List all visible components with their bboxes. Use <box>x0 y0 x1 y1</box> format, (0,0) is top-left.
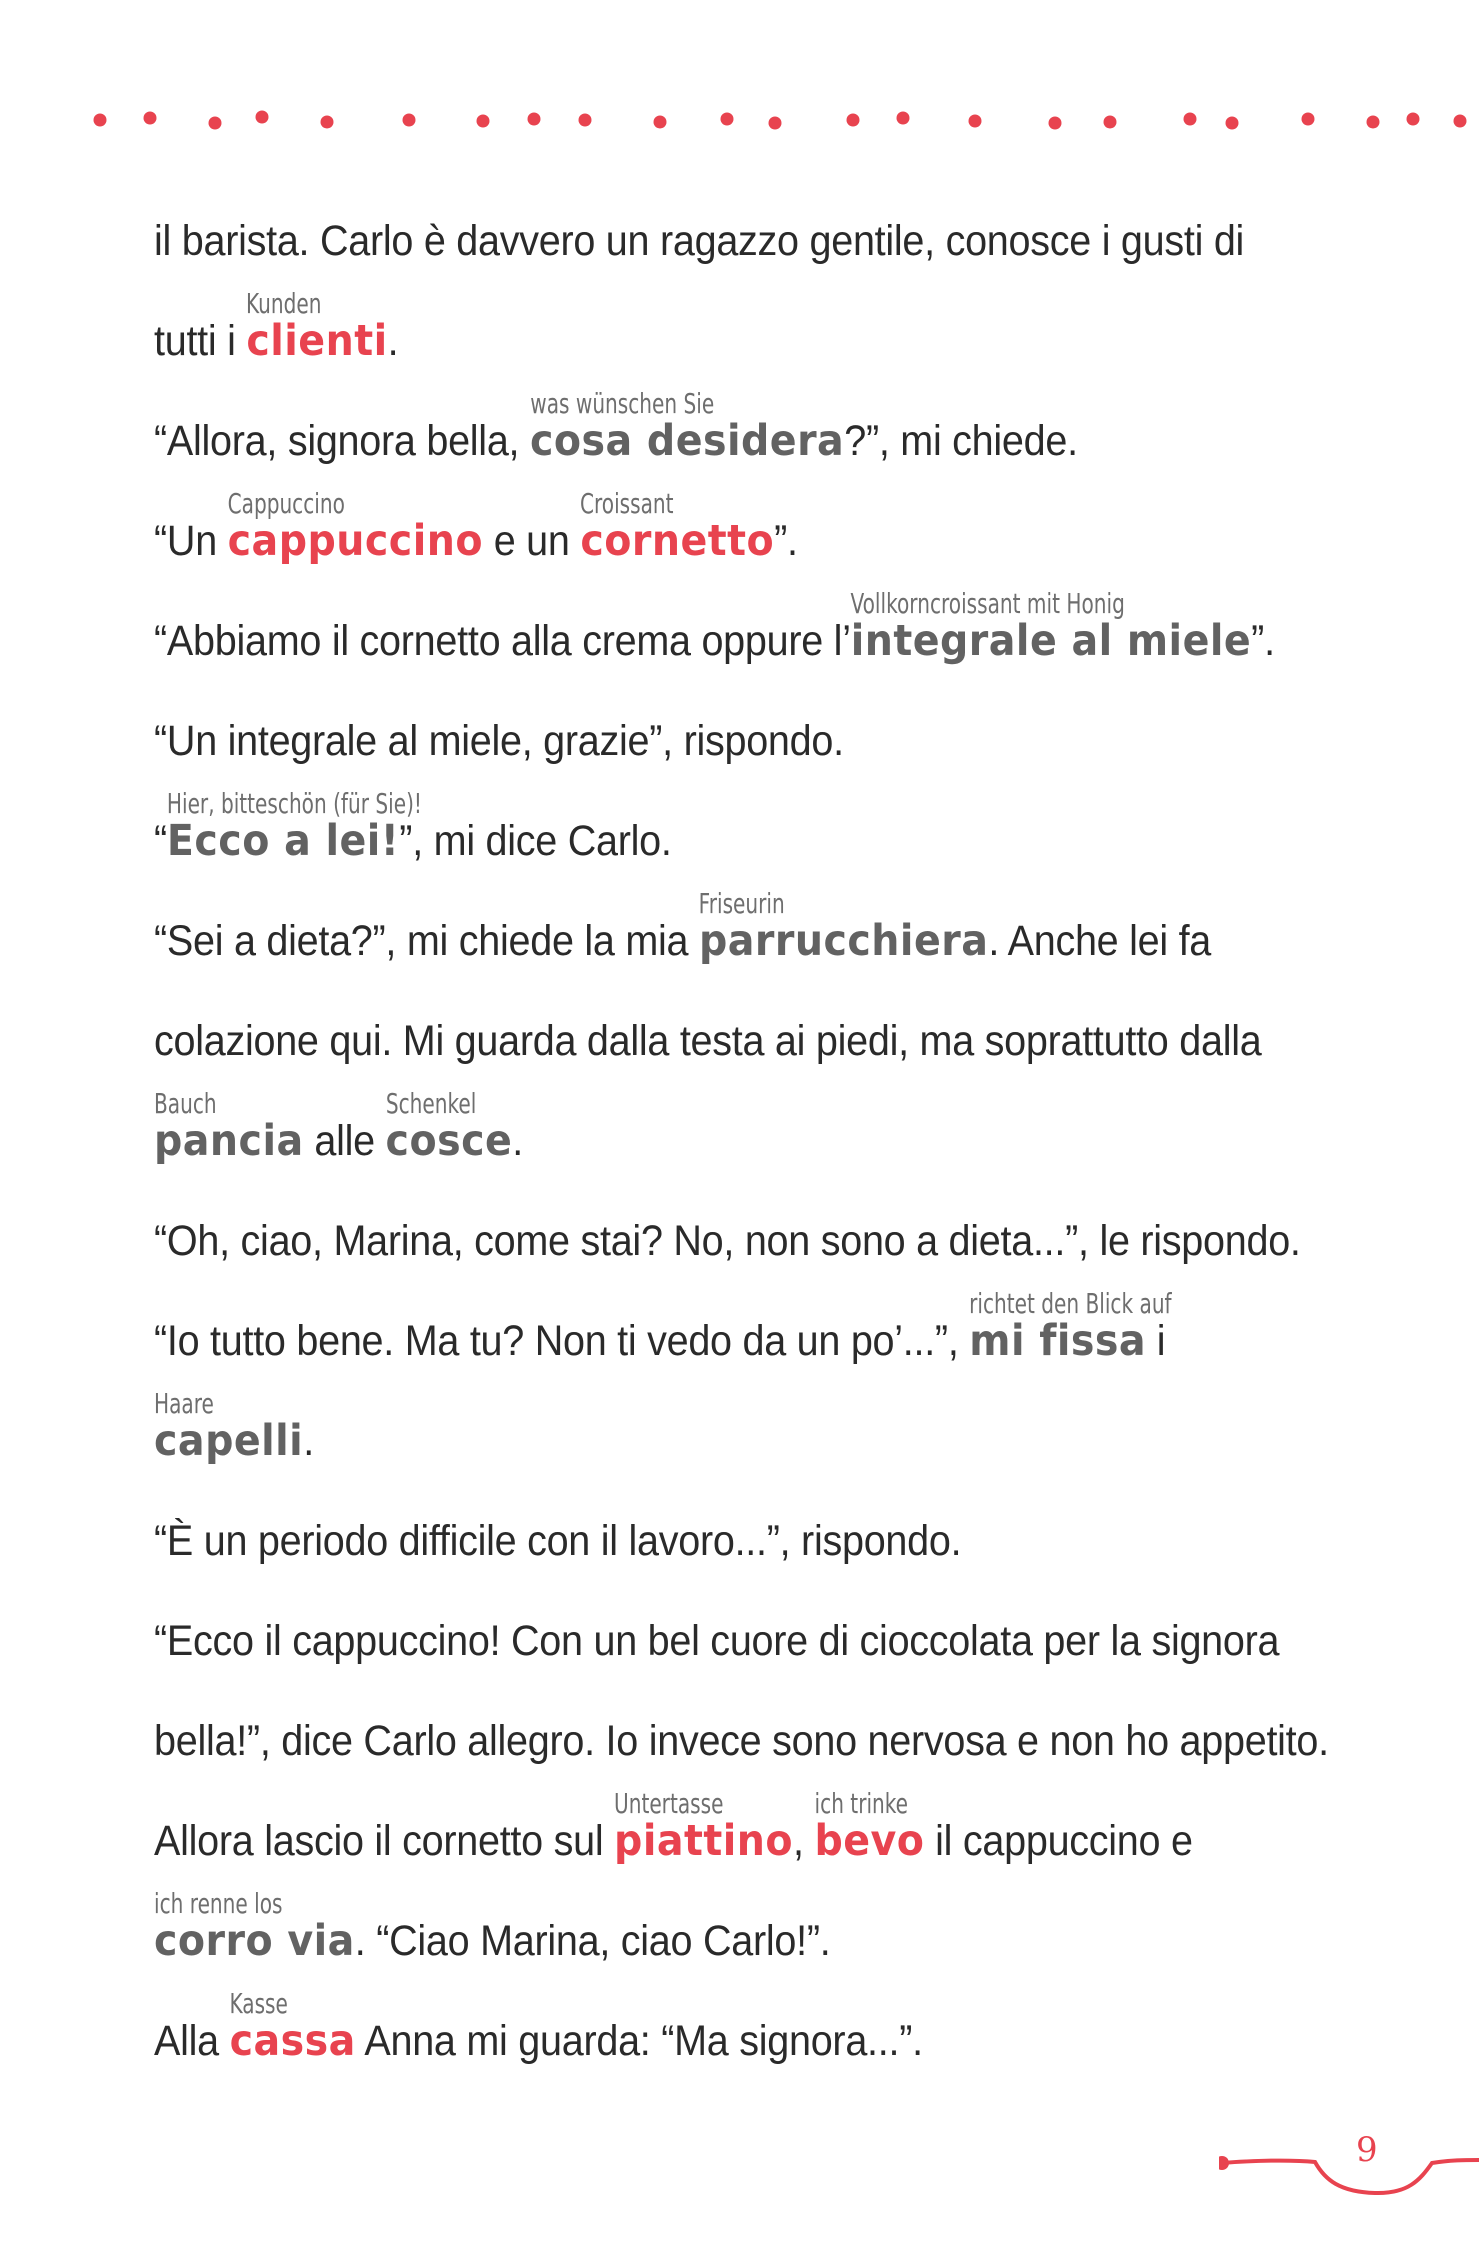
gloss-friseurin: Friseurin <box>698 887 786 920</box>
text-line-1: il barista. Carlo è davvero un ragazzo gentile, conosce i gusti di <box>154 217 1245 265</box>
border-dot <box>1302 113 1315 126</box>
gloss-schenkel: Schenkel <box>385 1087 477 1120</box>
border-dot <box>897 112 910 125</box>
text-line-6: “Un integrale al miele, grazie”, rispondo. <box>154 717 844 765</box>
border-dot <box>847 114 860 127</box>
border-dot <box>721 113 734 126</box>
gloss-kasse: Kasse <box>229 1987 289 2020</box>
keyword-capelli: capelli Haare <box>154 1387 304 1466</box>
keyword-cornetto: cornetto Croissant <box>580 487 775 566</box>
keyword-ecco-a-lei: Ecco a lei! Hier, bitteschön (für Sie)! <box>166 787 423 866</box>
text-line-16: bella!”, dice Carlo allegro. Io invece sono nervosa e non ho appetito. <box>154 1717 1329 1765</box>
border-dot <box>1407 113 1420 126</box>
text-line-18: corro via ich renne los . “Ciao Marina, ciao Carlo!”. <box>154 1887 831 1966</box>
text-line-11: “Oh, ciao, Marina, come stai? No, non sono a dieta...”, le rispondo. <box>154 1217 1301 1265</box>
gloss-bauch: Bauch <box>154 1087 217 1120</box>
border-dot <box>321 116 334 129</box>
keyword-mi-fissa: mi fissa richtet den Blick auf <box>969 1287 1172 1366</box>
keyword-pancia: pancia Bauch <box>154 1087 304 1166</box>
border-dot <box>969 115 982 128</box>
gloss-haare: Haare <box>154 1387 214 1420</box>
keyword-cappuccino: cappuccino Cappuccino <box>227 487 484 566</box>
keyword-integrale-al-miele: integrale al miele Vollkorncroissant mit Honig <box>850 587 1252 666</box>
border-dot <box>1184 113 1197 126</box>
gloss-ich-renne-los: ich renne los <box>154 1887 283 1920</box>
page-number-ornament <box>1219 2148 1479 2248</box>
gloss-ich-trinke: ich trinke <box>814 1787 908 1820</box>
text-line-9: colazione qui. Mi guarda dalla testa ai piedi, ma soprattutto dalla <box>154 1017 1262 1065</box>
border-dot <box>94 114 107 127</box>
keyword-bevo: bevo ich trinke <box>814 1787 925 1866</box>
border-dot <box>528 113 541 126</box>
gloss-was-wuenschen-sie: was wünschen Sie <box>529 387 714 420</box>
gloss-cappuccino: Cappuccino <box>227 487 345 520</box>
gloss-richtet-den-blick-auf: richtet den Blick auf <box>969 1287 1172 1320</box>
border-dot <box>477 115 490 128</box>
border-dot <box>654 116 667 129</box>
text-line-15: “Ecco il cappuccino! Con un bel cuore di cioccolata per la signora <box>154 1617 1280 1665</box>
text-line-5: “Abbiamo il cornetto alla crema oppure l’integrale al miele Vollkorncroissant mit Honig ”. <box>154 587 1275 666</box>
text-line-13: capelli Haare . <box>154 1387 314 1466</box>
ornament-curve <box>1222 2160 1479 2193</box>
keyword-cosce: cosce Schenkel <box>385 1087 513 1166</box>
text-line-19: Alla cassa Kasse Anna mi guarda: “Ma signora...”. <box>154 1987 923 2066</box>
keyword-piattino: piattino Untertasse <box>614 1787 794 1866</box>
gloss-untertasse: Untertasse <box>614 1787 724 1820</box>
gloss-croissant: Croissant <box>580 487 674 520</box>
border-dot <box>144 112 157 125</box>
text-line-17: Allora lascio il cornetto sul piattino Untertasse , bevo ich trinke il cappuccino e <box>154 1787 1193 1866</box>
border-dot <box>256 111 269 124</box>
page-number: 9 <box>1356 2130 1378 2170</box>
keyword-clienti: clienti Kunden <box>246 287 388 366</box>
text-line-10: pancia Bauch alle cosce Schenkel . <box>154 1087 524 1166</box>
decorative-dot-border <box>0 0 1479 160</box>
gloss-kunden: Kunden <box>246 287 322 320</box>
text-line-4: “Un cappuccino Cappuccino e un cornetto Croissant ”. <box>154 487 798 566</box>
keyword-corro-via: corro via ich renne los <box>154 1887 355 1966</box>
border-dot <box>769 117 782 130</box>
gloss-vollkorncroissant: Vollkorncroissant mit Honig <box>850 587 1126 620</box>
text-line-2: tutti i clienti Kunden . <box>154 287 399 366</box>
border-dot <box>579 114 592 127</box>
border-dot <box>209 117 222 130</box>
keyword-cosa-desidera: cosa desidera was wünschen Sie <box>529 387 845 466</box>
keyword-cassa: cassa Kasse <box>229 1987 356 2066</box>
text-line-3: “Allora, signora bella, cosa desidera was wünschen Sie ?”, mi chiede. <box>154 387 1078 466</box>
border-dot <box>1049 117 1062 130</box>
border-dot <box>403 114 416 127</box>
text-line-7: “Ecco a lei! Hier, bitteschön (für Sie)! ”, mi dice Carlo. <box>154 787 672 866</box>
text-line-12: “Io tutto bene. Ma tu? Non ti vedo da un po’...”, mi fissa richtet den Blick auf i <box>154 1287 1172 1366</box>
border-dot <box>1226 117 1239 130</box>
border-dot <box>1104 116 1117 129</box>
border-dot <box>1367 116 1380 129</box>
border-dot <box>1454 115 1467 128</box>
keyword-parrucchiera: parrucchiera Friseurin <box>698 887 989 966</box>
text-line-8: “Sei a dieta?”, mi chiede la mia parrucchiera Friseurin . Anche lei fa <box>154 887 1212 966</box>
text-line-14: “È un periodo difficile con il lavoro...”, rispondo. <box>154 1517 962 1565</box>
gloss-hier-bitteschoen: Hier, bitteschön (für Sie)! <box>166 787 423 820</box>
